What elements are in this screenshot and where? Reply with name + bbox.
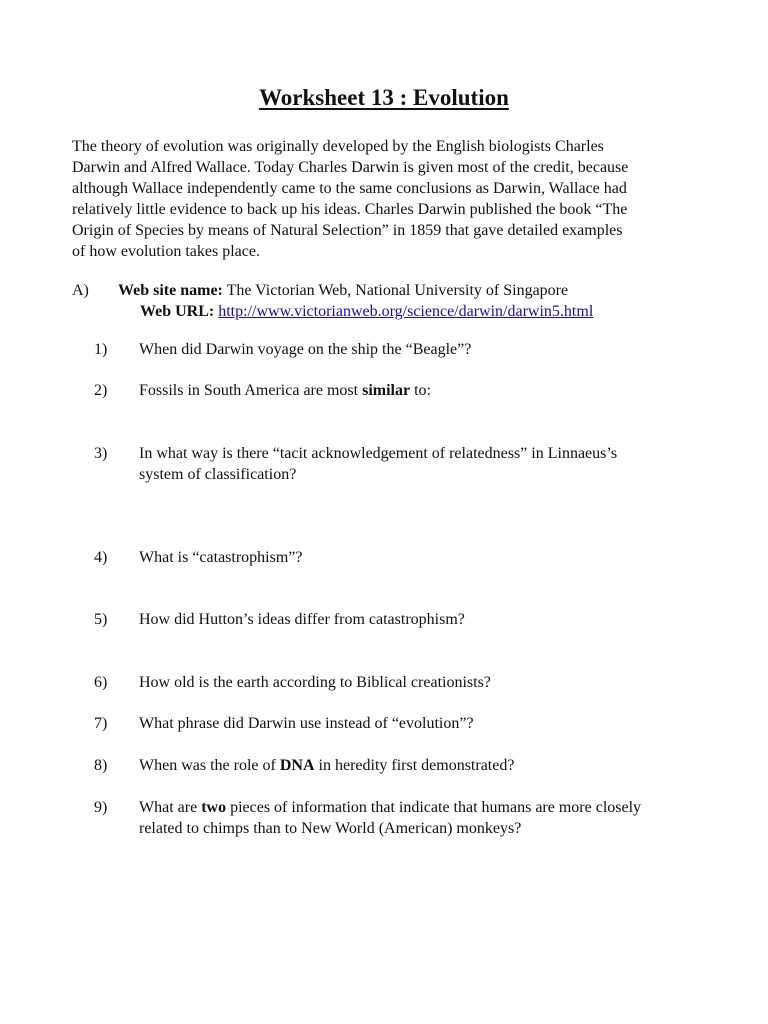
question-text (139, 713, 709, 734)
question-text (139, 443, 709, 485)
question-number: 7) (94, 715, 108, 732)
question-text (139, 755, 709, 776)
question-number: 1) (94, 341, 108, 358)
intro-line: Origin of Species by means of Natural Selection” in 1859 that gave detailed examples (72, 222, 623, 239)
intro-line: of how evolution takes place. (72, 243, 260, 260)
question-text (139, 609, 709, 630)
question-number: 4) (94, 549, 108, 566)
question-text-part: in heredity first demonstrated? (314, 757, 515, 774)
web-url-link[interactable]: http://www.victorianweb.org/science/darwin/darwin5.html (218, 303, 594, 320)
question-text-line: system of classification? (139, 466, 297, 483)
question-text (139, 672, 709, 693)
question-text-part: Fossils in South America are most (139, 382, 363, 399)
question-emphasis: similar (362, 382, 411, 399)
question-text (139, 797, 709, 839)
question-text-part: What is “catastrophism”? (139, 549, 303, 566)
web-url-row (140, 303, 593, 321)
section-letter: A) (72, 282, 89, 299)
question-emphasis: DNA (279, 757, 315, 774)
question-number: 3) (94, 445, 108, 462)
question-text-part: When was the role of (139, 757, 280, 774)
question-text-part: What are (139, 799, 202, 816)
question-text-part: How did Hutton’s ideas differ from catastrophism? (139, 611, 465, 628)
question-number: 9) (94, 799, 108, 816)
web-site-name-row (118, 282, 568, 300)
question-text (139, 339, 709, 360)
intro-line: relatively little evidence to back up his ideas. Charles Darwin published the book “The (72, 201, 628, 218)
question-number: 6) (94, 674, 108, 691)
page-title: Worksheet 13 : Evolution (259, 85, 509, 110)
intro-line: The theory of evolution was originally developed by the English biologists Charles (72, 138, 604, 155)
question-number: 5) (94, 611, 108, 628)
question-text-part: How old is the earth according to Biblical creationists? (139, 674, 491, 691)
question-text-part: What phrase did Darwin use instead of “evolution”? (139, 715, 474, 732)
intro-line: Darwin and Alfred Wallace. Today Charles Darwin is given most of the credit, because (72, 159, 629, 176)
web-site-name-value: The Victorian Web, National University of Singapore (222, 282, 569, 299)
intro-paragraph (72, 136, 702, 262)
web-site-name-label: Web site name: (118, 282, 223, 299)
question-text-part: When did Darwin voyage on the ship the “Beagle”? (139, 341, 472, 358)
question-text-part: pieces of information that indicate that humans are more closely (226, 799, 642, 816)
question-number: 2) (94, 382, 108, 399)
question-emphasis: two (201, 799, 227, 816)
question-text (139, 380, 709, 401)
question-text (139, 547, 709, 568)
web-url-label: Web URL: (140, 303, 215, 320)
question-text-part: to: (410, 382, 431, 399)
question-text-line: related to chimps than to New World (American) monkeys? (139, 820, 522, 837)
question-number: 8) (94, 757, 108, 774)
intro-line: although Wallace independently came to the same conclusions as Darwin, Wallace had (72, 180, 627, 197)
question-text-line: In what way is there “tacit acknowledgement of relatedness” in Linnaeus’s (139, 445, 618, 462)
